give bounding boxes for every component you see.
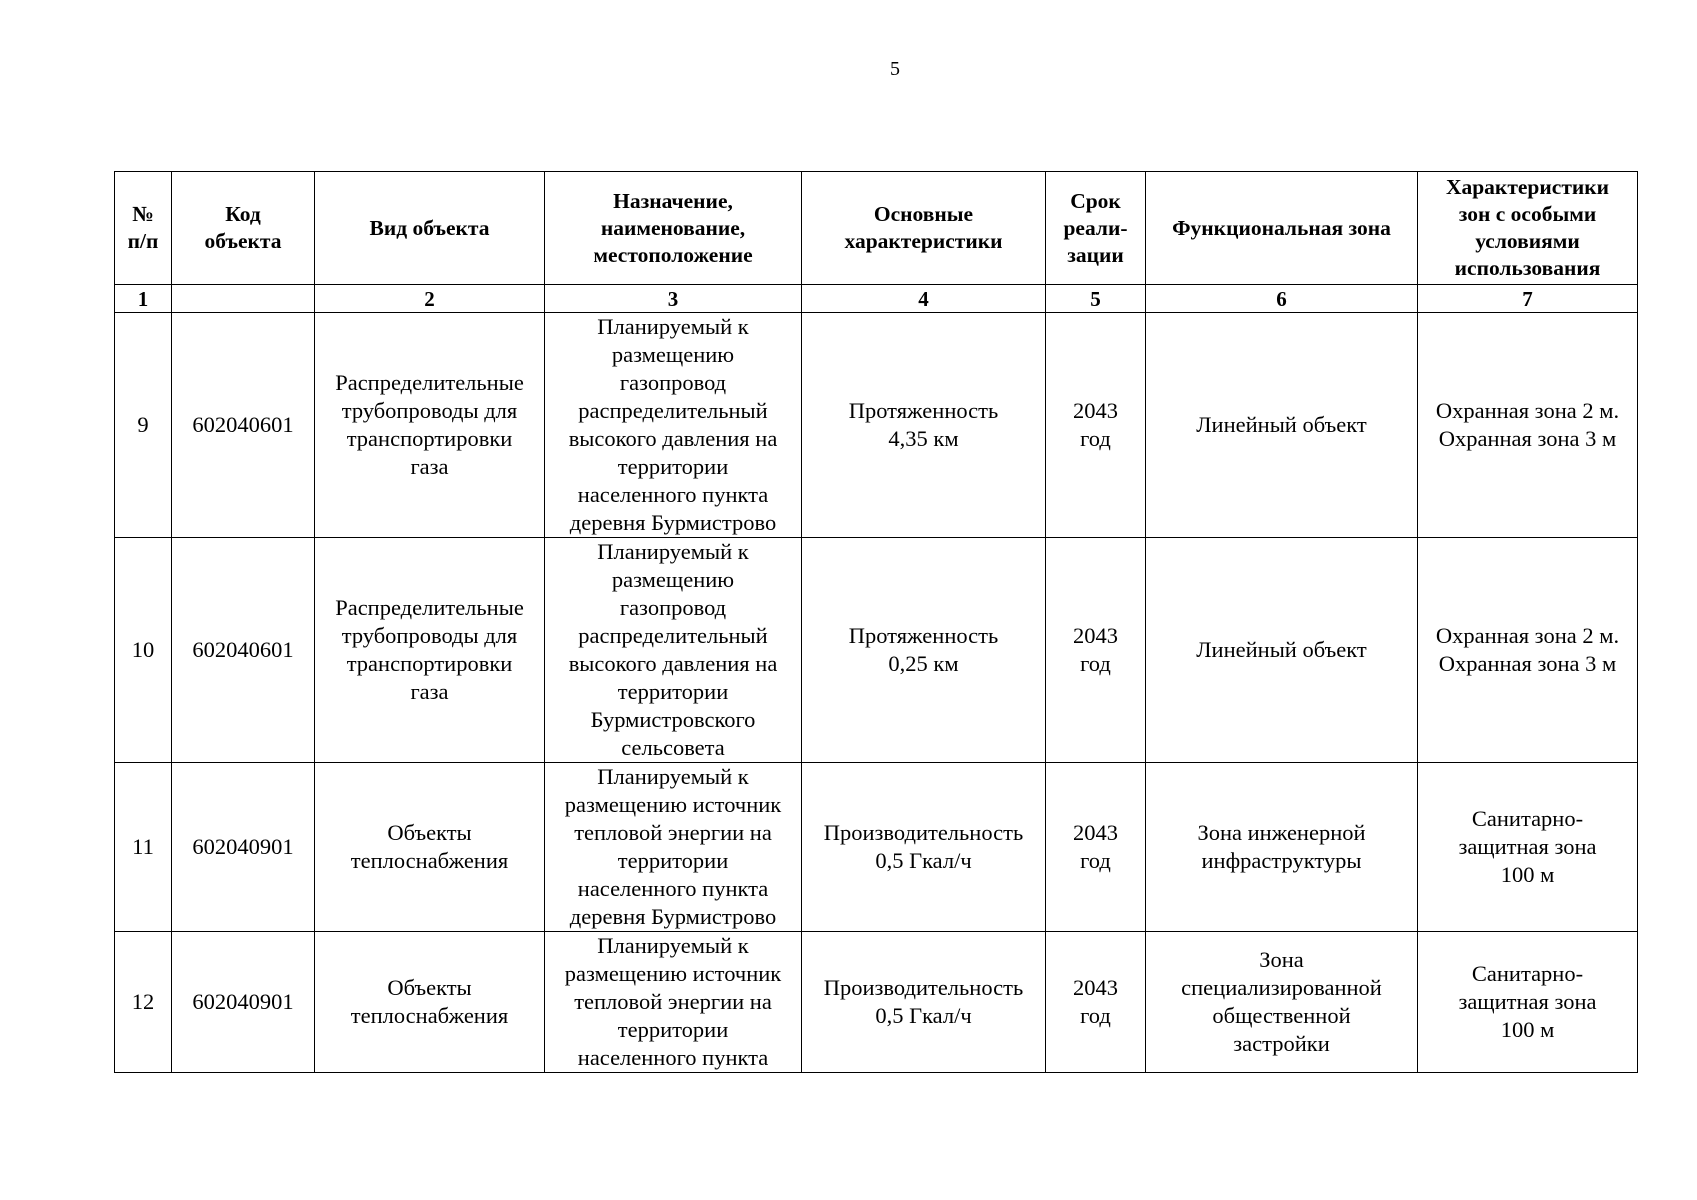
- cell-special-zones: Охранная зона 2 м. Охранная зона 3 м: [1418, 313, 1638, 538]
- header-cell-type: Вид объекта: [315, 172, 545, 285]
- table-row: [115, 313, 1638, 538]
- cell-code: 602040601: [172, 538, 315, 763]
- header-cell-number: № п/п: [115, 172, 172, 285]
- column-number: 3: [545, 285, 802, 313]
- cell-term: 2043 год: [1046, 313, 1146, 538]
- cell-number: 12: [115, 932, 172, 1073]
- column-number: 5: [1046, 285, 1146, 313]
- objects-table: [114, 171, 1638, 1073]
- cell-characteristics: Протяженность 0,25 км: [802, 538, 1046, 763]
- cell-type: Объекты теплоснабжения: [315, 932, 545, 1073]
- cell-number: 11: [115, 763, 172, 932]
- header-cell-term: Срок реали- зации: [1046, 172, 1146, 285]
- cell-purpose: Планируемый к размещению источник тепловой энергии на территории населенного пункта деревня Бурмистрово: [545, 763, 802, 932]
- cell-zone: Зона специализированной общественной застройки: [1146, 932, 1418, 1073]
- cell-characteristics: Протяженность 4,35 км: [802, 313, 1046, 538]
- cell-number: 9: [115, 313, 172, 538]
- column-number: [172, 285, 315, 313]
- header-cell-code: Код объекта: [172, 172, 315, 285]
- cell-term: 2043 год: [1046, 763, 1146, 932]
- cell-type: Распределительные трубопроводы для транспортировки газа: [315, 538, 545, 763]
- column-number: 1: [115, 285, 172, 313]
- cell-special-zones: Охранная зона 2 м. Охранная зона 3 м: [1418, 538, 1638, 763]
- cell-special-zones: Санитарно- защитная зона 100 м: [1418, 763, 1638, 932]
- cell-code: 602040901: [172, 932, 315, 1073]
- header-cell-special-zones: Характеристики зон с особыми условиями использования: [1418, 172, 1638, 285]
- cell-number: 10: [115, 538, 172, 763]
- cell-code: 602040601: [172, 313, 315, 538]
- column-number: 7: [1418, 285, 1638, 313]
- cell-special-zones: Санитарно- защитная зона 100 м: [1418, 932, 1638, 1073]
- cell-code: 602040901: [172, 763, 315, 932]
- cell-purpose: Планируемый к размещению газопровод распределительный высокого давления на территории Бурмистровского сельсовета: [545, 538, 802, 763]
- cell-characteristics: Производительность 0,5 Гкал/ч: [802, 763, 1046, 932]
- header-cell-purpose: Назначение, наименование, местоположение: [545, 172, 802, 285]
- table-row: [115, 763, 1638, 932]
- cell-type: Распределительные трубопроводы для транспортировки газа: [315, 313, 545, 538]
- column-number: 6: [1146, 285, 1418, 313]
- cell-purpose: Планируемый к размещению газопровод распределительный высокого давления на территории населенного пункта деревня Бурмистрово: [545, 313, 802, 538]
- header-cell-zone: Функциональная зона: [1146, 172, 1418, 285]
- column-number: 4: [802, 285, 1046, 313]
- cell-purpose: Планируемый к размещению источник тепловой энергии на территории населенного пункта: [545, 932, 802, 1073]
- cell-type: Объекты теплоснабжения: [315, 763, 545, 932]
- cell-term: 2043 год: [1046, 932, 1146, 1073]
- cell-zone: Зона инженерной инфраструктуры: [1146, 763, 1418, 932]
- column-numbers-row: [115, 285, 1638, 313]
- cell-characteristics: Производительность 0,5 Гкал/ч: [802, 932, 1046, 1073]
- page-number: 5: [890, 58, 900, 80]
- table-row: [115, 538, 1638, 763]
- cell-zone: Линейный объект: [1146, 538, 1418, 763]
- header-cell-characteristics: Основные характеристики: [802, 172, 1046, 285]
- cell-term: 2043 год: [1046, 538, 1146, 763]
- table-row: [115, 932, 1638, 1073]
- table-header-row: [115, 172, 1638, 285]
- cell-zone: Линейный объект: [1146, 313, 1418, 538]
- column-number: 2: [315, 285, 545, 313]
